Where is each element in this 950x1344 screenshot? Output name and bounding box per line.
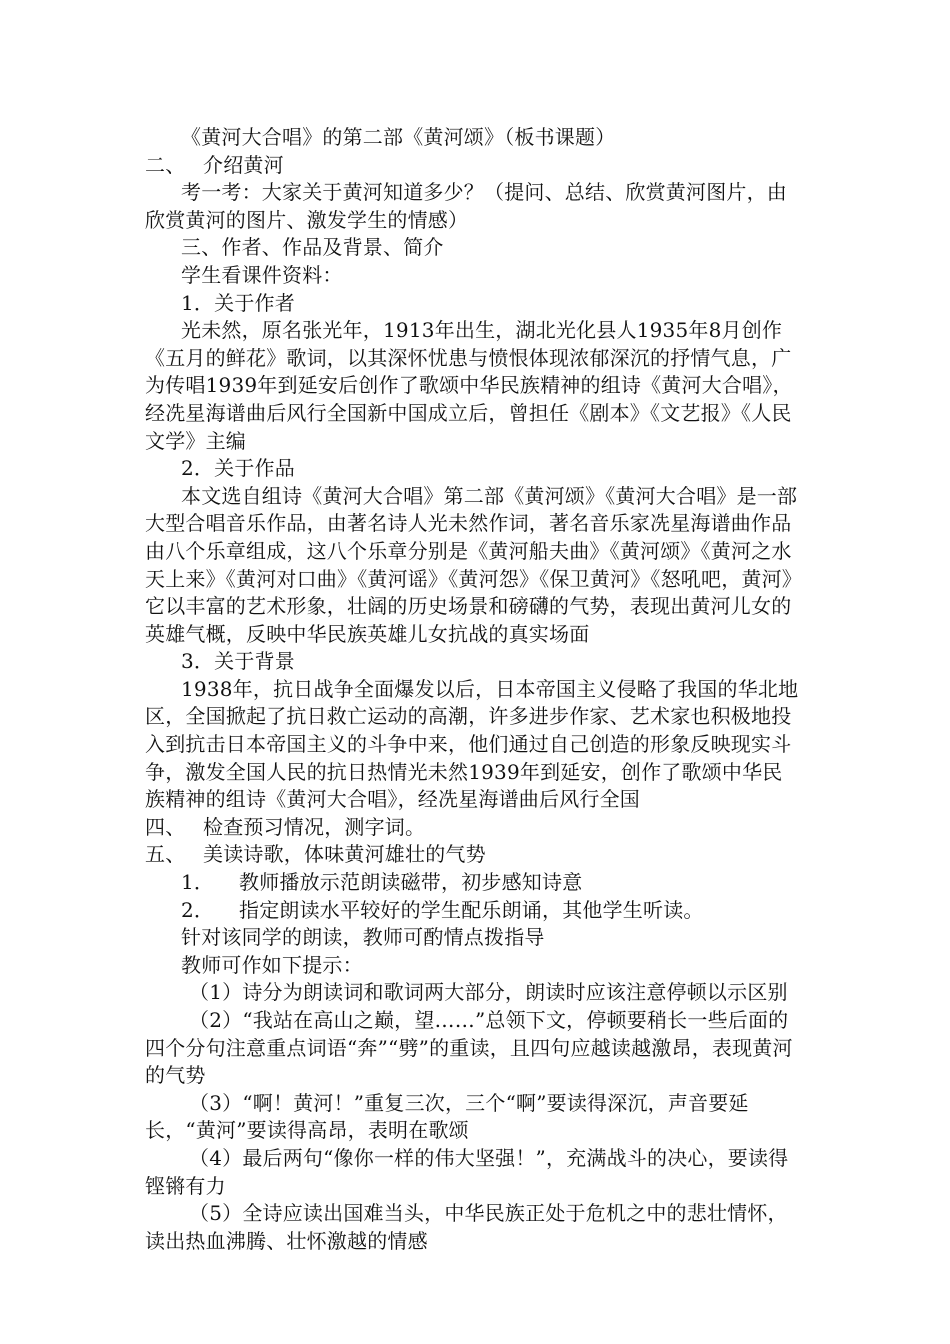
section-5-heading — [145, 841, 800, 869]
hint-4: （4）最后两句“像你一样的伟大坚强！”，充满战斗的决心，要读得铿锵有力 — [145, 1145, 789, 1198]
about-background-paragraph: 1938年，抗日战争全面爆发以后，日本帝国主义侵略了我国的华北地区，全国掀起了抗日救亡运动的高潮，许多进步作家、艺术家也积极地投入到抗击日本帝国主义的斗争中来，他们通过自己创造的形象反映现实斗争，激发全国人民的抗日热情光未然1939年到延安，创作了歌颂中华民族精神的组诗《黄河大合唱》，经冼星海谱曲后风行全国 — [145, 676, 799, 812]
step-2 — [145, 897, 800, 925]
lesson-title: 《黄河大合唱》的第二部《黄河颂》（板书课题） — [181, 125, 616, 149]
hint-5: （5）全诗应读出国难当头，中华民族正处于危机之中的悲壮情怀，读出热血沸腾、壮怀激越的情感 — [145, 1201, 788, 1253]
quiz-question: 考一考：大家关于黄河知道多少？（提问、总结、欣赏黄河图片，由欣赏黄河的图片、激发学生的情感） — [145, 180, 787, 232]
step-1-text: 教师播放示范朗读磁带，初步感知诗意 — [239, 870, 583, 895]
step-2-number: 2． — [181, 897, 215, 922]
about-work-paragraph: 本文选自组诗《黄河大合唱》第二部《黄河颂》《黄河大合唱》是一部大型合唱音乐作品，由著名诗人光未然作词，著名音乐家冼星海谱曲作品由八个乐章组成，这八个乐章分别是《黄河船夫曲》《黄河颂》《黄河之水天上来》《黄河对口曲》《黄河谣》《黄河怨》《保卫黄河》《怒吼吧，黄河》它以丰富的艺术形象，壮阔的历史场景和磅礴的气势，表现出黄河儿女的英雄气概，反映中华民族英雄儿女抗战的真实场面 — [145, 483, 798, 646]
step-1 — [145, 869, 800, 897]
about-author-heading: 1．关于作者 — [181, 290, 295, 315]
section-2-number: 二、 — [145, 152, 186, 177]
section-5-text: 美读诗歌，体味黄河雄壮的气势 — [203, 842, 486, 867]
hint-3: （3）“啊！黄河！”重复三次，三个“啊”要读得深沉，声音要延长，“黄河”要读得高昂，表明在歌颂 — [145, 1090, 749, 1143]
about-author-paragraph: 光未然，原名张光年，1913年出生，湖北光化县人1935年8月创作《五月的鲜花》歌词，以其深怀忧患与愤恨体现浓郁深沉的抒情气息，广为传唱1939年到延安后创作了歌颂中华民族精神的组诗《黄河大合唱》，经冼星海谱曲后风行全国新中国成立后，曾担任《剧本》《文艺报》《人民文学》主编 — [145, 318, 793, 453]
about-work-heading: 2．关于作品 — [181, 456, 295, 481]
section-4-number: 四、 — [145, 814, 186, 839]
hint-intro: 教师可作如下提示： — [181, 952, 363, 977]
section-5-number: 五、 — [145, 842, 186, 867]
section-2-heading — [145, 152, 800, 180]
section-4-text: 检查预习情况，测字词。 — [203, 814, 426, 839]
courseware-note: 学生看课件资料： — [181, 262, 343, 287]
about-background-heading: 3．关于背景 — [181, 649, 295, 674]
section-2-text: 介绍黄河 — [203, 152, 284, 177]
section-4-heading — [145, 814, 800, 842]
section-3-heading: 三、作者、作品及背景、简介 — [181, 235, 444, 260]
step-2-text: 指定朗读水平较好的学生配乐朗诵，其他学生听读。 — [239, 897, 704, 922]
hint-2: （2）“我站在高山之巅，望……”总领下文，停顿要稍长一些后面的四个分句注意重点词语“奔”“劈”的重读，且四句应越读越激昂，表现黄河的气势 — [145, 1008, 793, 1088]
step-1-number: 1． — [181, 870, 215, 895]
hint-1: （1）诗分为朗读词和歌词两大部分，朗读时应该注意停顿以示区别 — [189, 980, 788, 1005]
guidance-note: 针对该同学的朗读，教师可酌情点拨指导 — [181, 925, 545, 950]
